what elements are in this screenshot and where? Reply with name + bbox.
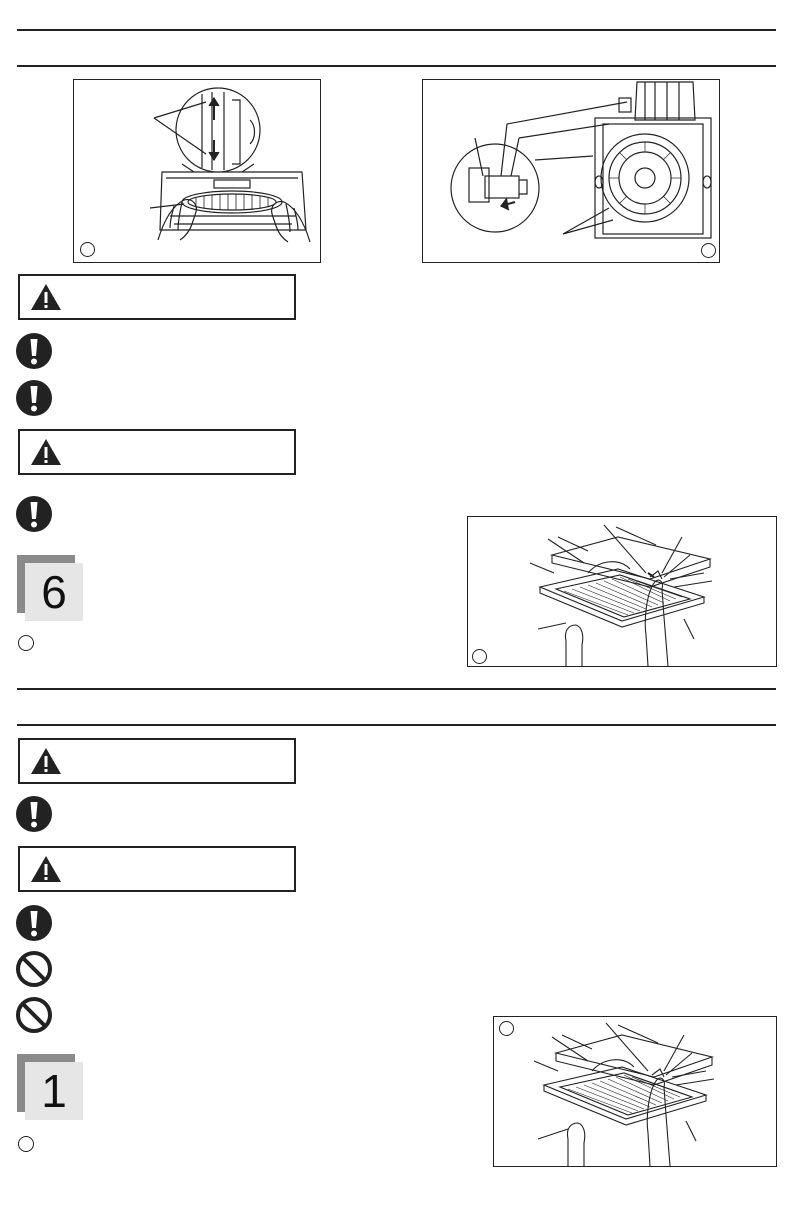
figure-callout-circle [701,243,716,258]
warning-triangle-icon [30,438,62,466]
figure-grille-removal [73,79,321,263]
step-number: 1 [25,1062,83,1120]
exclamation-circle-icon [15,495,53,533]
sub-step-circle [18,1136,34,1152]
warning-triangle-icon [30,283,62,311]
warning-box [18,274,296,320]
prohibition-circle-icon [15,950,53,988]
exclamation-circle-icon [15,332,53,370]
step-number: 6 [25,563,83,621]
motor-connector-illustration [423,80,719,262]
step-number-box [17,1054,83,1120]
grille-perspective-illustration [494,1017,776,1166]
grille-perspective-illustration [468,517,776,666]
exclamation-circle-icon [15,795,53,833]
grille-removal-illustration [74,80,320,262]
figure-callout-circle [472,649,487,664]
figure-grille-perspective [467,516,777,667]
sub-step-circle [18,635,34,651]
exclamation-circle-icon [15,379,53,417]
warning-box [18,738,296,784]
figure-callout-circle [499,1021,514,1036]
exclamation-circle-icon [15,904,53,942]
section-rule-mid-1 [17,688,776,690]
prohibition-circle-icon [15,996,53,1034]
warning-box [18,429,296,475]
step-number-box [17,555,83,621]
section-rule-top-1 [17,29,776,31]
warning-triangle-icon [30,747,62,775]
figure-motor-connector [422,79,720,263]
figure-grille-perspective-2 [493,1016,777,1167]
warning-triangle-icon [30,855,62,883]
section-rule-top-2 [17,65,776,67]
section-rule-mid-2 [17,724,776,726]
figure-callout-circle [80,242,95,257]
warning-box [18,846,296,892]
